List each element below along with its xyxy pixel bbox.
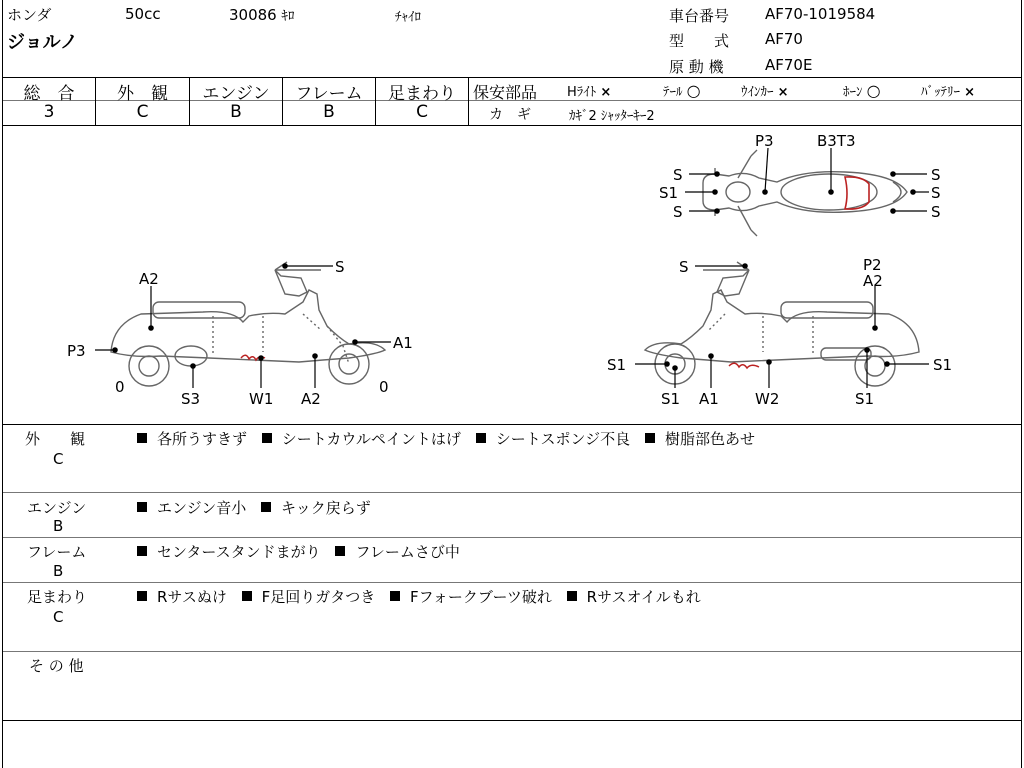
safety-item-battery: ﾊﾞｯﾃﾘｰ ×: [921, 85, 976, 100]
remark-frame-grade: B: [53, 562, 64, 580]
top-label-s-rl: S: [931, 166, 941, 184]
displacement: 50cc: [125, 5, 161, 23]
right-label-s1-bottom: S1: [661, 390, 681, 408]
right-label-s1-rear-bottom: S1: [855, 390, 875, 408]
right-label-p2: P2: [863, 256, 882, 274]
safety-item-winker: ｳｲﾝｶｰ ×: [741, 85, 789, 100]
key-value: ｶｷﾞ2 ｼｬｯﾀｰｷｰ2: [569, 109, 655, 124]
suspension-grade: C: [416, 102, 428, 122]
grade-row-top: [3, 77, 1021, 78]
type-label: 型 式: [669, 32, 730, 50]
top-label-s1: S1: [659, 184, 679, 202]
exterior-grade-label: 外 観: [117, 84, 168, 104]
right-label-a2: A2: [863, 272, 883, 290]
top-label-s-fl: S: [673, 166, 683, 184]
top-label-p3: P3: [755, 132, 774, 150]
remark-frame-label: フレーム: [27, 543, 87, 561]
remark-suspension-grade: C: [53, 608, 64, 626]
top-label-s-rr: S: [931, 203, 941, 221]
left-label-a1: A1: [393, 334, 413, 352]
inspection-sheet: [2, 0, 1022, 768]
left-label-zero-rear: 0: [379, 378, 389, 396]
safety-item-tail: ﾃｰﾙ ○: [663, 81, 701, 100]
engine-type-label: 原 動 機: [669, 58, 724, 76]
frame-grade: B: [323, 102, 335, 122]
left-label-w1: W1: [249, 390, 274, 408]
engine-grade-label: エンジン: [202, 84, 270, 104]
engine-type-value: AF70E: [765, 56, 813, 74]
type-value: AF70: [765, 30, 803, 48]
remark-exterior-grade: C: [53, 450, 64, 468]
remark-engine-grade: B: [53, 517, 64, 535]
safety-item-headlight: Hﾗｲﾄ ×: [567, 85, 612, 100]
mileage-unit: ｷﾛ: [281, 9, 295, 24]
left-label-a2-bottom: A2: [301, 390, 321, 408]
safety-label: 保安部品: [473, 83, 538, 102]
right-label-s1-rear: S1: [933, 356, 953, 374]
right-label-w2: W2: [755, 390, 780, 408]
top-label-b3t3: B3T3: [817, 132, 856, 150]
total-grade-label: 総 合: [23, 84, 75, 104]
frame-grade-label: フレーム: [295, 84, 363, 104]
remark-other-label: そ の 他: [29, 657, 84, 675]
mileage: [229, 5, 295, 24]
damage-diagram: [3, 126, 1021, 422]
safety-item-horn: ﾎｰﾝ ○: [843, 81, 881, 100]
remark-suspension-label: 足まわり: [27, 588, 88, 606]
top-view-scooter: [703, 150, 907, 236]
suspension-grade-label: 足まわり: [388, 84, 456, 104]
frame-no: AF70-1019584: [765, 5, 876, 23]
top-label-s-r: S: [931, 184, 941, 202]
left-label-p3: P3: [67, 342, 86, 360]
color: ﾁｬｲﾛ: [395, 10, 421, 25]
remark-engine-items: エンジン音小 キック戻らず: [137, 497, 371, 518]
right-label-s1-front: S1: [607, 356, 627, 374]
remark-exterior-items: 各所うすきず シートカウルペイントはげ シートスポンジ不良 樹脂部色あせ: [137, 428, 755, 449]
left-label-a2: A2: [139, 270, 159, 288]
remark-suspension-items: Rサスぬけ F足回りガタつき Fフォークブーツ破れ Rサスオイルもれ: [137, 586, 701, 607]
remark-frame-items: センタースタンドまがり フレームさび中: [137, 541, 460, 562]
left-label-zero-front: 0: [115, 378, 125, 396]
safety-row-mid: [469, 100, 1021, 101]
right-scratch-marker: [729, 363, 759, 368]
engine-grade: B: [230, 102, 242, 122]
maker: ホンダ: [7, 6, 52, 24]
remark-exterior-label: 外 観: [25, 430, 86, 448]
model-name: ジョルノ: [7, 32, 78, 53]
frame-no-label: 車台番号: [669, 7, 730, 25]
mileage-value: 30086: [229, 6, 277, 24]
exterior-grade: C: [136, 102, 149, 122]
left-label-s3: S3: [181, 390, 201, 408]
key-label: カ ギ: [489, 107, 531, 123]
right-label-a1: A1: [699, 390, 719, 408]
right-label-s: S: [679, 258, 689, 276]
total-grade: 3: [43, 102, 55, 122]
remark-engine-label: エンジン: [27, 499, 87, 517]
left-label-s: S: [335, 258, 345, 276]
top-label-s-fr: S: [673, 203, 683, 221]
